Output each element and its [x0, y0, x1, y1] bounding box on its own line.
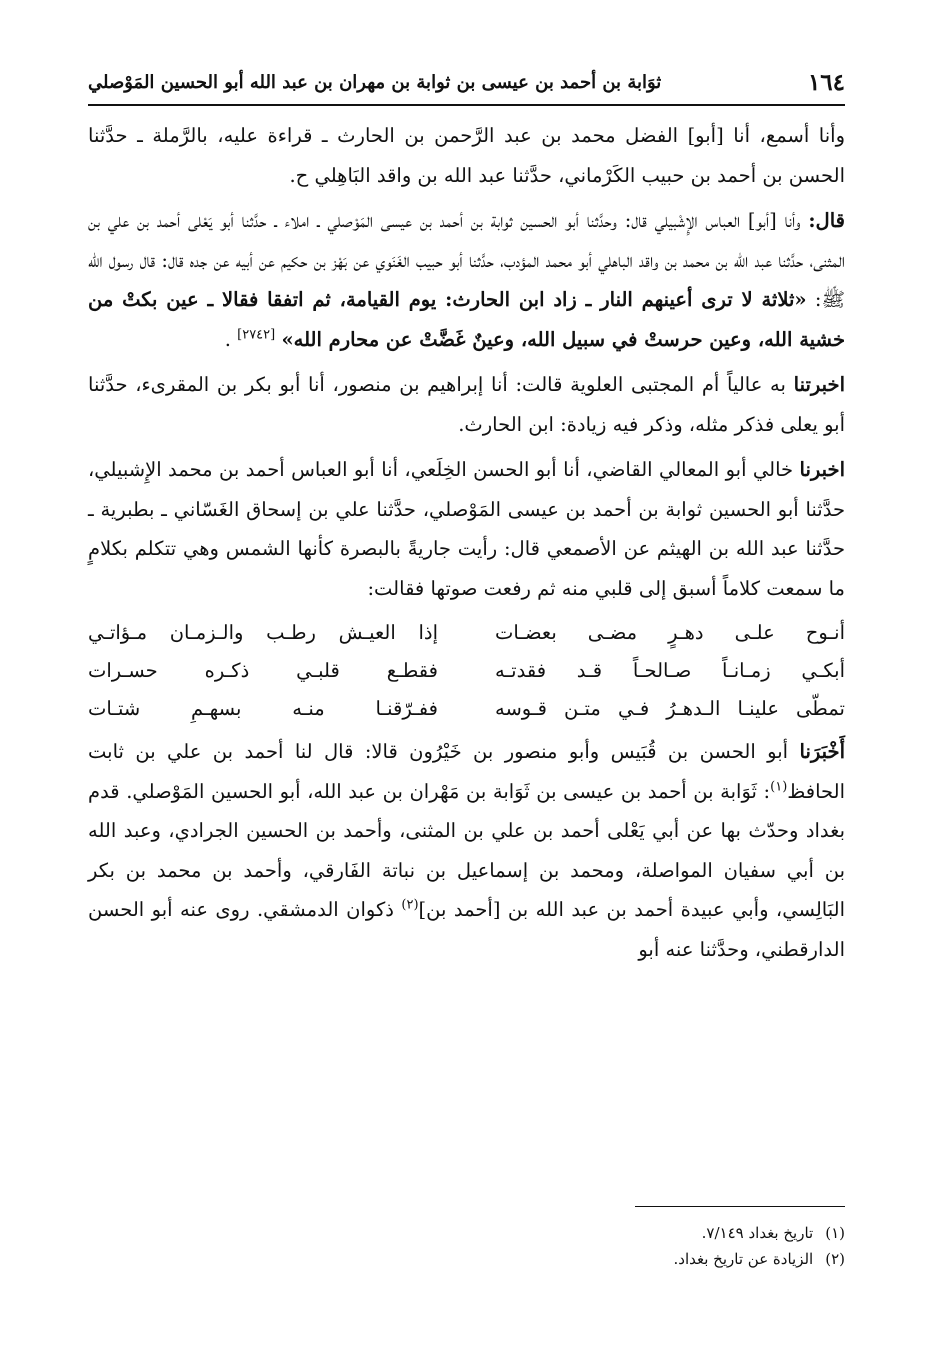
footnote-mark-2: (٢) — [401, 897, 419, 913]
paragraph-text: به عالياً أم المجتبى العلوية قالت: أنا إبراهيم بن منصور، أنا أبو بكر بن المقرىء، حدَّثنا أبو يعلى فذكر مثله، وذكر فيه زيادة: ابن الحارث. — [88, 373, 845, 436]
poem-second-hemistich: فقطـع قلبـي ذكـره حسـرات — [88, 659, 438, 682]
paragraph-lead: اخبرنا — [799, 458, 846, 481]
poem-first-hemistich: تمطّى علينـا الـدهـرُ فـي متـن قـوسه — [495, 697, 845, 720]
footnote-text: تاريخ بغداد ٧/١٤٩. — [701, 1224, 814, 1242]
footnote-mark-1: (١) — [770, 779, 788, 794]
paragraph-5 — [88, 732, 845, 969]
footnotes — [345, 1220, 845, 1272]
header-rule — [88, 104, 845, 106]
paragraph-lead: قال: — [808, 209, 845, 232]
paragraph-lead: اخبرتنا — [793, 373, 845, 396]
poem-verse — [88, 652, 845, 690]
paragraph-text: خالي أبو المعالي القاضي، أنا أبو الحسن الخِلَعي، أنا أبو العباس أحمد بن محمد الإِشبيلي، حدَّثنا أبو الحسين ثوابة بن أحمد بن عيسى المَوْصلي، حدَّثنا علي بن إسحاق الغَسّاني ـ بطبرية ـ حدَّثنا عبد الله بن الهيثم عن الأصمعي قال: رأيت جاريةً بالبصرة كأنها الشمس وهي تتكلم بكلامٍ ما سمعت كلاماً أسبق إلى قلبي منه ثم رفعت صوتها فقالت: — [88, 458, 845, 600]
poem-second-hemistich: ففـرّقنـا منـه بسهـمِ شتـات — [88, 697, 438, 720]
paragraph-3 — [88, 365, 845, 444]
paragraph-text: : ثَوَابة بن أحمد بن عيسى بن ثَوَابة بن مَهْران بن عبد الله، أبو الحسين المَوْصلي. قدم بغداد وحدّث بها عن أبي يَعْلى أحمد بن علي بن المثنى، وأحمد بن الحسين الجرادي، وعبد الله بن أبي سفيان المواصلة، ومحمد بن إسماعيل بن نباتة الفَارقي، وأحمد بن محمد بن بكر البَالِسي، وأبي عبيدة أحمد بن عبد الله بن [أحمد بن] — [88, 779, 845, 921]
poem-verse — [88, 690, 845, 728]
paragraph-2 — [88, 201, 845, 359]
hadith-text: «ثلاثة لا ترى أعينهم النار ـ زاد ابن الحارث: يوم القيامة، ثم اتفقا فقالا ـ عين بكتْ من خشية الله، وعين حرستْ في سبيل الله، وعينٌ غَضَّتْ عن محارم الله» — [88, 288, 845, 351]
running-title: ثوَابة بن أحمد بن عيسى بن ثوابة بن مهران بن عبد الله أبو الحسين المَوْصلي — [88, 71, 662, 93]
poem-first-hemistich: أنـوح علـى دهـرٍ مضـى بعضـات — [495, 621, 845, 644]
footnote — [345, 1246, 845, 1272]
footnote-number: (١) — [825, 1224, 845, 1242]
poem-verse — [88, 614, 845, 652]
hadith-number: [٢٧٤٢] — [237, 327, 276, 342]
paragraph-1 — [88, 116, 845, 195]
footnote-rule — [635, 1206, 845, 1207]
paragraph-text: أبو الحسن بن قُبَيس وأبو منصور بن خَيْرُون قالا: قال لنا أحمد بن علي بن ثابت الحافظ — [88, 740, 845, 803]
paragraph-lead: أَخْبَرَنا — [799, 740, 845, 763]
paragraph-text: وأنا [أبو] العباس الإِشْبيلي قال: وحدَّثنا أبو الحسين ثوابة بن أحمد بن عيسى المَوْصلي ـ املاء ـ حدَّثنا أبو يَعْلى أحمد بن علي بن المثنى، حدَّثنا عبد الله بن محمد بن واقد الباهلي أبو محمد المؤدب، حدَّثنا أبو حبيب الغَنَوي عن بَهْز بن حكيم عن أبيه عن جده قال: قال رسول الله ﷺ: — [88, 209, 846, 311]
poem-second-hemistich: إذا العيـش رطـب والـزمـان مـؤاتـي — [88, 621, 438, 644]
page-number: ١٦٤ — [807, 68, 845, 96]
paragraph-tail: . — [224, 327, 231, 351]
running-head — [88, 62, 845, 102]
footnote — [345, 1220, 845, 1246]
paragraph-text: ذكوان الدمشقي. روى عنه أبو الحسن الدارقطني، وحدَّثنا عنه أبو — [88, 898, 845, 961]
paragraph-4 — [88, 450, 845, 608]
poem-first-hemistich: أبكـي زمـانـاً صـالحـاً قـد فقدتـه — [495, 659, 845, 682]
main-text — [88, 116, 845, 975]
footnote-text: الزيادة عن تاريخ بغداد. — [673, 1250, 814, 1268]
footnote-number: (٢) — [825, 1250, 845, 1268]
poem — [88, 614, 845, 728]
paragraph-text: وأنا أسمع، أنا [أبو] الفضل محمد بن عبد الرَّحمن بن الحارث ـ قراءة عليه، بالرَّملة ـ حدَّثنا الحسن بن أحمد بن حبيب الكَرْماني، حدَّثنا عبد الله بن واقد البَاهِلي ح. — [88, 124, 845, 187]
